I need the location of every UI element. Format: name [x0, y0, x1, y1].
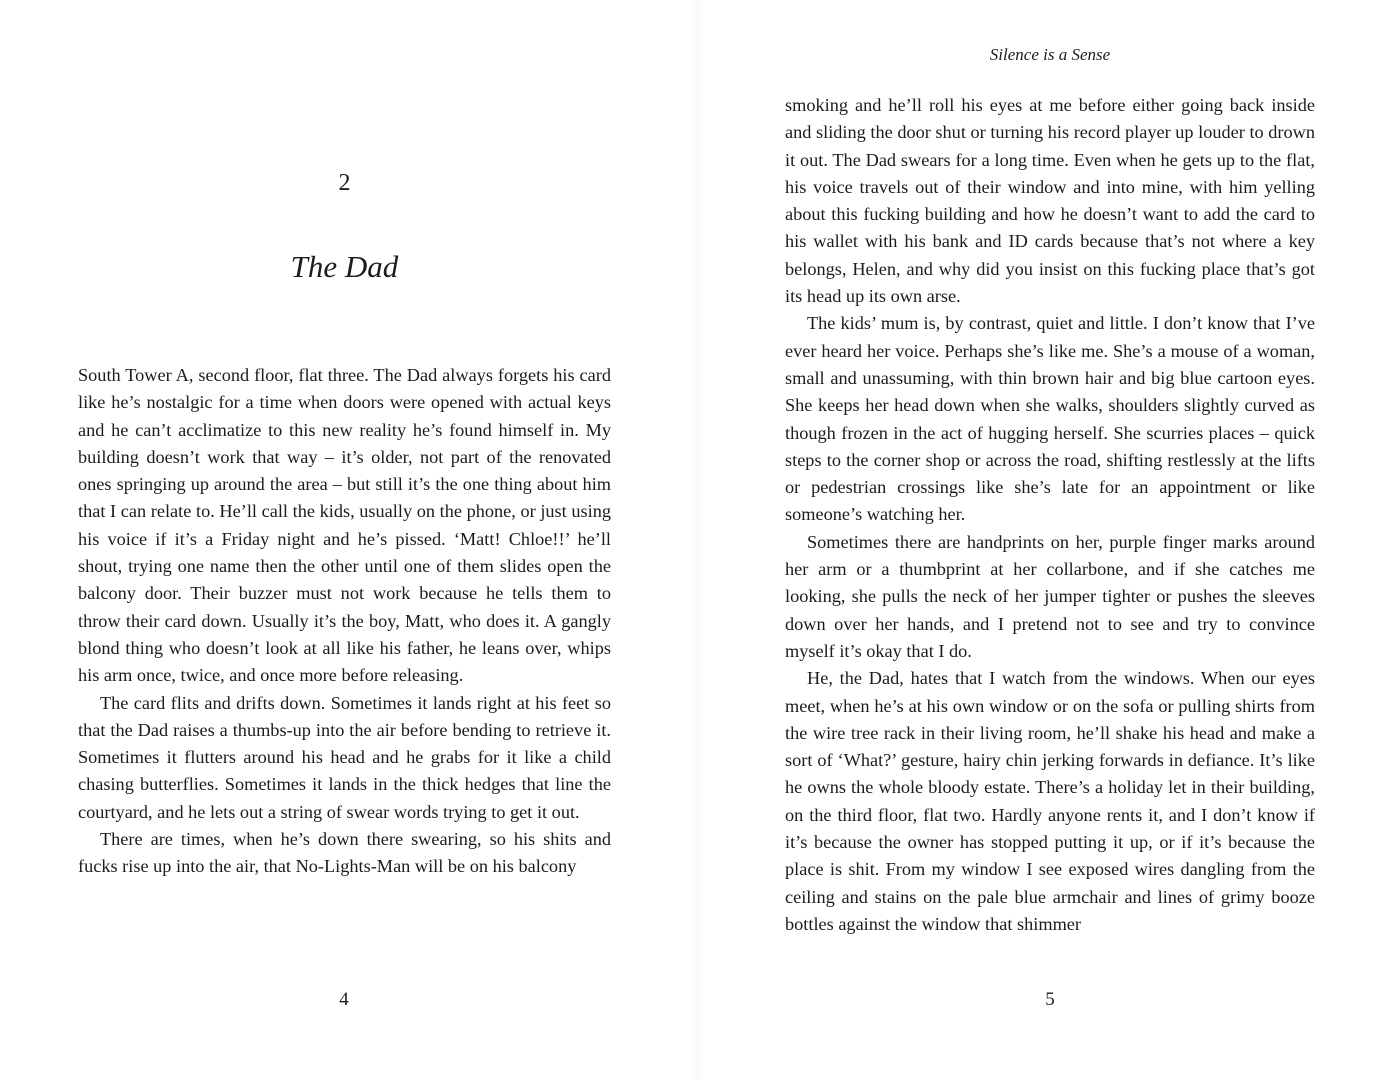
- paragraph: He, the Dad, hates that I watch from the windows. When our eyes meet, when he’s at his own window or on the sofa or pulling shirts from the wire tree rack in their living room, he’ll shake his head and make a sort of ‘What?’ gesture, hairy chin jerking forwards in defiance. It’s like he owns the whole bloody estate. There’s a holiday let in their building, on the third floor, flat two. Hardly anyone rents it, and I don’t know if it’s because the owner has stopped putting it up, or if it’s because the place is shit. From my window I see exposed wires dangling from the ceiling and stains on the pale blue armchair and lines of grimy booze bottles against the window that shimmer: [785, 668, 1315, 934]
- paragraph: Sometimes there are handprints on her, purple finger marks around her arm or a thumbprint at her collarbone, and if she catches me looking, she pulls the neck of her jumper tighter or pushes the sleeves down over her hands, and I pretend not to see and try to convince myself it’s okay that I do.: [785, 531, 1315, 661]
- paragraph: The kids’ mum is, by contrast, quiet and little. I don’t know that I’ve ever heard her voice. Perhaps she’s like me. She’s a mouse of a woman, small and unassuming, with thin brown hair and big blue cartoon eyes. She keeps her head down when she walks, shoulders slightly curved as though frozen in the act of hugging herself. She scurries places – quick steps to the corner shop or across the road, shifting restlessly at the lifts or pedestrian crossings like she’s late for an appointment or like someone’s watching her.: [785, 313, 1315, 525]
- paragraph: smoking and he’ll roll his eyes at me before either going back inside and sliding the door shut or turning his record player up louder to drown it out. The Dad swears for a long time. Even when he gets up to the flat, his voice travels out of their window and into mine, with him yelling about this fucking building and how he doesn’t want to add the card to his wallet with his bank and ID cards because that’s not where a key belongs, Helen, and why did you insist on this fucking place that’s got its head up its own arse.: [785, 95, 1315, 307]
- paragraph: There are times, when he’s down there swearing, so his shits and fucks rise up into the air, that No-Lights-Man will be on his balcony: [78, 829, 611, 877]
- chapter-title: The Dad: [290, 249, 399, 284]
- page-number: 5: [1045, 989, 1055, 1010]
- right-page: [697, 0, 1394, 1080]
- right-page-body: [785, 92, 1315, 938]
- paragraph: The card flits and drifts down. Sometimes it lands right at his feet so that the Dad raises a thumbs-up into the air before bending to retrieve it. Sometimes it flutters around his head and he grabs for it like a child chasing butterflies. Sometimes it lands in the thick hedges that line the courtyard, and he lets out a string of swear words trying to get it out.: [78, 692, 611, 822]
- running-head: Silence is a Sense: [989, 45, 1111, 64]
- chapter-number: 2: [338, 170, 351, 196]
- paragraph: South Tower A, second floor, flat three. The Dad always forgets his card like he’s nostalgic for a time when doors were opened with actual keys and he can’t acclimatize to this new reality he’s found himself in. My building doesn’t work that way – it’s older, not part of the renovated ones springing up around the area – but still it’s the one thing about him that I can relate to. He’ll call the kids, usually on the phone, or just using his voice if it’s a Friday night and he’s pissed. ‘Matt! Chloe!!’ he’ll shout, trying one name then the other until one of them slides open the balcony door. Their buzzer must not work because he tells them to throw their card down. Usually it’s the boy, Matt, who does it. A gangly blond thing who doesn’t look at all like his father, he leans over, whips his arm once, twice, and once more before releasing.: [78, 365, 611, 686]
- page-number: 4: [339, 989, 349, 1010]
- left-page-body: [78, 362, 611, 881]
